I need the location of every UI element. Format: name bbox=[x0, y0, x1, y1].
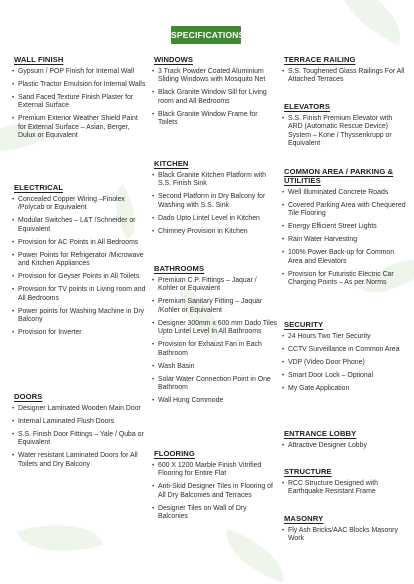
list-item: • Second Platform in Dry Balcony for Washing with S.S. Sink bbox=[150, 193, 278, 210]
list-item: • Power Points for Refrigerator /Microwave and Kitchen Appliances bbox=[10, 252, 146, 269]
list-item: • 24 Hours Two Tier Security bbox=[280, 333, 408, 341]
section-heading: ENTRANCE LOBBY bbox=[284, 429, 357, 438]
list-item: • Concealed Copper Wiring –Finolex /Polycab or Equivalent bbox=[10, 196, 146, 213]
section-masonry bbox=[280, 514, 408, 548]
item-list bbox=[150, 462, 278, 522]
section-heading: STRUCTURE bbox=[284, 467, 332, 476]
list-item: • VDP (Video Door Phone) bbox=[280, 359, 408, 367]
list-item: • Solar Water Connection Point in One Bathroom bbox=[150, 376, 278, 393]
section-kitchen bbox=[150, 159, 278, 241]
list-item: • RCC Structure Designed with Earthquake Resistant Frame bbox=[280, 480, 408, 497]
list-item: • Black Granite Window Frame for Toilets bbox=[150, 111, 278, 128]
section-electrical bbox=[10, 183, 146, 342]
section-elevators bbox=[280, 102, 408, 153]
leaf-decoration bbox=[17, 510, 104, 565]
list-item: • Wall Hung Commode bbox=[150, 397, 278, 405]
section-heading: MASONRY bbox=[284, 514, 324, 523]
item-list bbox=[10, 196, 146, 337]
section-heading: COMMON AREA / PARKING & UTILITIES bbox=[284, 167, 394, 185]
item-list bbox=[10, 68, 146, 141]
list-item: • Well Illuminated Concrete Roads bbox=[280, 189, 408, 197]
item-list bbox=[280, 333, 408, 393]
section-heading: FLOORING bbox=[154, 449, 195, 458]
list-item: • Anti-Skid Designer Tiles in Flooring of All Dry Balconies and Terraces bbox=[150, 483, 278, 500]
list-item: • Provision for TV points in Living room and All Bedrooms bbox=[10, 286, 146, 303]
item-list bbox=[10, 405, 146, 469]
section-terrace-railing bbox=[280, 55, 408, 89]
section-common-area bbox=[280, 167, 408, 292]
list-item: • S.S. Toughened Glass Railings For All Attached Terraces bbox=[280, 68, 408, 85]
list-item: • Provision for Inverter bbox=[10, 329, 146, 337]
list-item: • Premium C.P. Fittings – Jaquar / Kohler or Equivalent bbox=[150, 277, 278, 294]
item-list bbox=[280, 68, 408, 85]
section-structure bbox=[280, 467, 408, 501]
list-item: • Provision for AC Points in All Bedrooms bbox=[10, 239, 146, 247]
list-item: • Provision for Geyser Points in All Toilets bbox=[10, 273, 146, 281]
section-doors bbox=[10, 392, 146, 474]
list-item: • Designer Laminated Wooden Main Door bbox=[10, 405, 146, 413]
section-heading: TERRACE RAILING bbox=[284, 55, 356, 64]
list-item: • Water resistant Laminated Doors for All Toilets and Dry Balcony bbox=[10, 452, 146, 469]
list-item: • Provision for Futuristic Electric Car Charging Points – As per Norms bbox=[280, 271, 408, 288]
list-item: • Provision for Exhaust Fan in Each Bathroom bbox=[150, 341, 278, 358]
list-item: • S.S. Finish Door Fittings – Yale / Quba or Equivalent bbox=[10, 431, 146, 448]
item-list bbox=[280, 115, 408, 149]
leaf-decoration bbox=[326, 0, 414, 45]
list-item: • Dado Upto Lintel Level in Kitchen bbox=[150, 215, 278, 223]
item-list bbox=[280, 527, 408, 544]
section-heading: BATHROOMS bbox=[154, 264, 205, 273]
item-list bbox=[280, 442, 408, 450]
section-security bbox=[280, 320, 408, 398]
list-item: • Sand Faced Texture Finish Plaster for External Surface bbox=[10, 94, 146, 111]
section-flooring bbox=[150, 449, 278, 526]
section-bathrooms bbox=[150, 264, 278, 410]
list-item: • Black Granite Window Sill for Living room and All Bedrooms bbox=[150, 89, 278, 106]
list-item: • Attractive Designer Lobby bbox=[280, 442, 408, 450]
page-title: SPECIFICATIONS bbox=[171, 26, 241, 44]
list-item: • Fly Ash Bricks/AAC Blocks Masonry Work bbox=[280, 527, 408, 544]
list-item: • Premium Sanitary Fitting – Jaquar /Kohler or Equivalent bbox=[150, 298, 278, 315]
item-list bbox=[150, 277, 278, 405]
list-item: • Smart Door Lock – Optional bbox=[280, 372, 408, 380]
list-item: • Chimney Provision in Kitchen bbox=[150, 228, 278, 236]
section-entrance-lobby bbox=[280, 429, 408, 455]
section-heading: ELECTRICAL bbox=[14, 183, 64, 192]
section-heading: DOORS bbox=[14, 392, 43, 401]
item-list bbox=[150, 68, 278, 128]
list-item: • Plastic Tractor Emulsion for Internal Walls bbox=[10, 81, 146, 89]
section-heading: SECURITY bbox=[284, 320, 324, 329]
list-item: • Covered Parking Area with Chequered Tile Flooring bbox=[280, 202, 408, 219]
section-heading: WINDOWS bbox=[154, 55, 194, 64]
section-wall-finish bbox=[10, 55, 146, 145]
list-item: • 600 X 1200 Marble Finish Vitrified Flooring for Entire Flat bbox=[150, 462, 278, 479]
list-item: • Internal Laminated Flush Doors bbox=[10, 418, 146, 426]
list-item: • My Gate Application bbox=[280, 385, 408, 393]
list-item: • Wash Basin bbox=[150, 363, 278, 371]
section-heading: WALL FINISH bbox=[14, 55, 64, 64]
list-item: • Modular Switches – L&T /Schneider or Equivalent bbox=[10, 217, 146, 234]
list-item: • Black Granite Kitchen Platform with S.S. Finish Sink bbox=[150, 172, 278, 189]
list-item: • S.S. Finish Premium Elevator with ARD (Automatic Rescue Device) System – Kone / Thyssenkrupp or Equivalent bbox=[280, 115, 408, 149]
list-item: • Gypsum / POP Finish for Internal Wall bbox=[10, 68, 146, 76]
section-heading: ELEVATORS bbox=[284, 102, 331, 111]
list-item: • Energy Efficient Street Lights bbox=[280, 223, 408, 231]
item-list bbox=[150, 172, 278, 236]
list-item: • Designer 300mm x 600 mm Dado Tiles Upto Lintel Level In All Bathrooms bbox=[150, 320, 278, 337]
section-heading: KITCHEN bbox=[154, 159, 189, 168]
item-list bbox=[280, 189, 408, 288]
list-item: • 3 Track Powder Coated Aluminium Sliding Windows with Mosquito Net bbox=[150, 68, 278, 85]
list-item: • Power points for Washing Machine in Dry Balcony bbox=[10, 308, 146, 325]
list-item: • CCTV Surveillance in Common Area bbox=[280, 346, 408, 354]
list-item: • Premium Exterior Weather Shield Paint for External Surface – Asian, Berger, Dulux or Equivalent bbox=[10, 115, 146, 140]
list-item: • Designer Tiles on Wall of Dry Balconies bbox=[150, 505, 278, 522]
item-list bbox=[280, 480, 408, 497]
list-item: • Rain Water Harvesting bbox=[280, 236, 408, 244]
section-windows bbox=[150, 55, 278, 132]
list-item: • 100% Power Back-up for Common Area and Elevators bbox=[280, 249, 408, 266]
